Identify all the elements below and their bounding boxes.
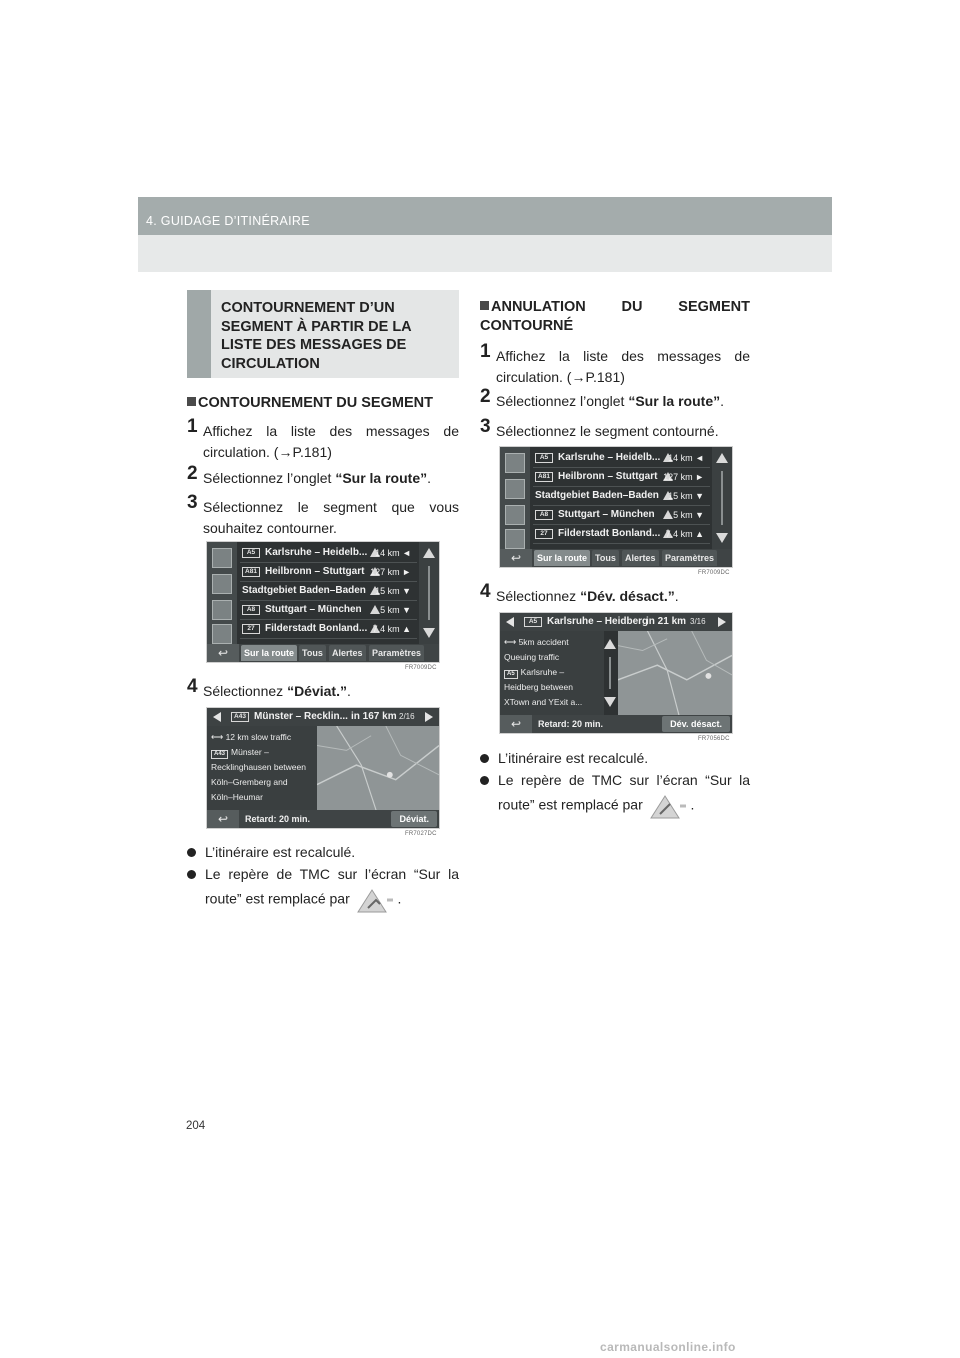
previous-arrow-icon[interactable] xyxy=(213,712,221,722)
scroll-up-icon xyxy=(716,453,728,463)
section-title: CONTOURNEMENT D’UN SEGMENT À PARTIR DE LA LISTE DES MESSAGES DE CIRCULATION xyxy=(221,300,412,372)
tab-alertes[interactable]: Alertes xyxy=(622,550,659,566)
delay-text: Retard: 20 min. xyxy=(245,814,311,824)
traffic-detail-screen-right xyxy=(499,612,733,734)
back-button[interactable]: ↩ xyxy=(500,549,532,567)
left-step-1: 1 Affichez la liste des messages de circulation. (→P.181) xyxy=(187,416,459,460)
left-subheading: CONTOURNEMENT DU SEGMENT xyxy=(187,394,433,413)
list-item[interactable]: 27 Filderstadt Bonland... 7.4 km ▲ xyxy=(533,525,710,544)
list-item[interactable]: A81 Heilbronn – Stuttgart 127 km ► xyxy=(533,468,710,487)
detail-header: A5 Karlsruhe – Heidberg in 21 km 3/16 xyxy=(500,613,732,631)
traffic-list-screen-left xyxy=(206,541,440,663)
right-bullet-1: L’itinéraire est recalculé. xyxy=(480,748,750,769)
square-bullet-icon xyxy=(187,397,196,406)
detour-button[interactable]: Déviat. xyxy=(391,811,437,827)
scrollbar[interactable] xyxy=(600,633,620,713)
message-list xyxy=(533,449,710,544)
message-details: ⟷ 12 km slow traffic A43 Münster – Recklinghausen between Köln–Gremberg and Köln–Heumar xyxy=(207,726,317,810)
gear-icon[interactable] xyxy=(212,624,232,644)
gear-icon[interactable] xyxy=(505,529,525,549)
chapter-header xyxy=(138,197,832,235)
right-step-3: 3 Sélectionnez le segment contourné. xyxy=(480,416,719,439)
right-bullet-2: Le repère de TMC sur l’écran “Sur la route” est remplacé par . xyxy=(480,768,750,820)
chapter-title: 4. GUIDAGE D’ITINÉRAIRE xyxy=(146,214,310,228)
warning-icon[interactable] xyxy=(505,505,525,525)
right-step-2: 2 Sélectionnez l’onglet “Sur la route”. xyxy=(480,386,724,409)
back-button[interactable]: ↩ xyxy=(207,810,239,828)
map-icon[interactable] xyxy=(212,548,232,568)
left-step-2: 2 Sélectionnez l’onglet “Sur la route”. xyxy=(187,463,431,486)
left-bullet-1: L’itinéraire est recalculé. xyxy=(187,842,459,863)
detail-footer xyxy=(500,715,732,733)
tmc-detour-icon xyxy=(354,886,394,914)
tab-bar xyxy=(239,644,439,662)
right-step-1: 1 Affichez la liste des messages de circulation. (→P.181) xyxy=(480,341,750,385)
figure-code: FR7009DC xyxy=(405,665,437,671)
tab-alertes[interactable]: Alertes xyxy=(329,645,366,661)
list-item[interactable]: Stadtgebiet Baden–Baden 15 km ▼ xyxy=(240,582,417,601)
list-item[interactable]: A5 Karlsruhe – Heidelb... 14 km ◄ xyxy=(240,544,417,563)
scroll-down-icon xyxy=(604,697,616,707)
tab-parametres[interactable]: Paramètres xyxy=(369,645,424,661)
left-step-3: 3 Sélectionnez le segment que vous souhaitez contourner. xyxy=(187,492,459,536)
tab-tous[interactable]: Tous xyxy=(592,550,619,566)
list-item[interactable]: 27 Filderstadt Bonland... 7.4 km ▲ xyxy=(240,620,417,639)
detail-header: A43 Münster – Recklin... in 167 km 2/16 xyxy=(207,708,439,726)
scroll-up-icon xyxy=(423,548,435,558)
list-item[interactable]: A8 Stuttgart – München 5 km ▼ xyxy=(533,506,710,525)
figure-code: FR7056DC xyxy=(698,736,730,742)
tmc-incident-icon xyxy=(647,792,687,820)
watermark: carmanualsonline.info xyxy=(600,1340,736,1354)
list-item[interactable]: Stadtgebiet Baden–Baden 15 km ▼ xyxy=(533,487,710,506)
map-view[interactable] xyxy=(618,631,732,715)
message-list xyxy=(240,544,417,639)
figure-code: FR7009DC xyxy=(698,570,730,576)
scroll-down-icon xyxy=(423,628,435,638)
message-details: ⟷ 5km accident Queuing traffic A5 Karlsruhe – Heidberg between XTown and YExit a... xyxy=(500,631,604,715)
warning-icon[interactable] xyxy=(212,600,232,620)
list-item[interactable]: A5 Karlsruhe – Heidelb... 14 km ◄ xyxy=(533,449,710,468)
traffic-detail-screen-left xyxy=(206,707,440,829)
tab-parametres[interactable]: Paramètres xyxy=(662,550,717,566)
list-icon[interactable] xyxy=(505,479,525,499)
delay-text: Retard: 20 min. xyxy=(538,719,604,729)
page-number: 204 xyxy=(186,1120,206,1132)
back-button[interactable]: ↩ xyxy=(500,715,532,733)
section-title-box xyxy=(187,290,459,378)
header-band xyxy=(138,235,832,272)
right-step-4: 4 Sélectionnez “Dév. désact.”. xyxy=(480,581,679,604)
scroll-up-icon xyxy=(604,639,616,649)
map-icon[interactable] xyxy=(505,453,525,473)
warning-icon xyxy=(663,510,673,519)
left-bullet-2: Le repère de TMC sur l’écran “Sur la route” est remplacé par . xyxy=(187,862,459,914)
list-item[interactable]: A81 Heilbronn – Stuttgart 127 km ► xyxy=(240,563,417,582)
square-bullet-icon xyxy=(480,301,489,310)
left-step-4: 4 Sélectionnez “Déviat.”. xyxy=(187,676,351,699)
map-view[interactable] xyxy=(317,726,439,810)
list-icon[interactable] xyxy=(212,574,232,594)
next-arrow-icon[interactable] xyxy=(718,617,726,627)
tab-sur-la-route[interactable]: Sur la route xyxy=(241,645,297,661)
detour-off-button[interactable]: Dév. désact. xyxy=(662,716,730,732)
detail-footer xyxy=(207,810,439,828)
scrollbar[interactable] xyxy=(419,542,439,644)
section-title-bar xyxy=(187,290,211,378)
tab-bar xyxy=(532,549,732,567)
traffic-list-screen-right xyxy=(499,446,733,568)
back-button[interactable]: ↩ xyxy=(207,644,239,662)
figure-code: FR7027DC xyxy=(405,831,437,837)
scroll-down-icon xyxy=(716,533,728,543)
list-item[interactable]: A8 Stuttgart – München 5 km ▼ xyxy=(240,601,417,620)
tab-tous[interactable]: Tous xyxy=(299,645,326,661)
next-arrow-icon[interactable] xyxy=(425,712,433,722)
warning-icon xyxy=(370,605,380,614)
previous-arrow-icon[interactable] xyxy=(506,617,514,627)
scrollbar[interactable] xyxy=(712,447,732,549)
right-subheading: ANNULATION DU SEGMENT CONTOURNÉ xyxy=(480,299,750,334)
tab-sur-la-route[interactable]: Sur la route xyxy=(534,550,590,566)
